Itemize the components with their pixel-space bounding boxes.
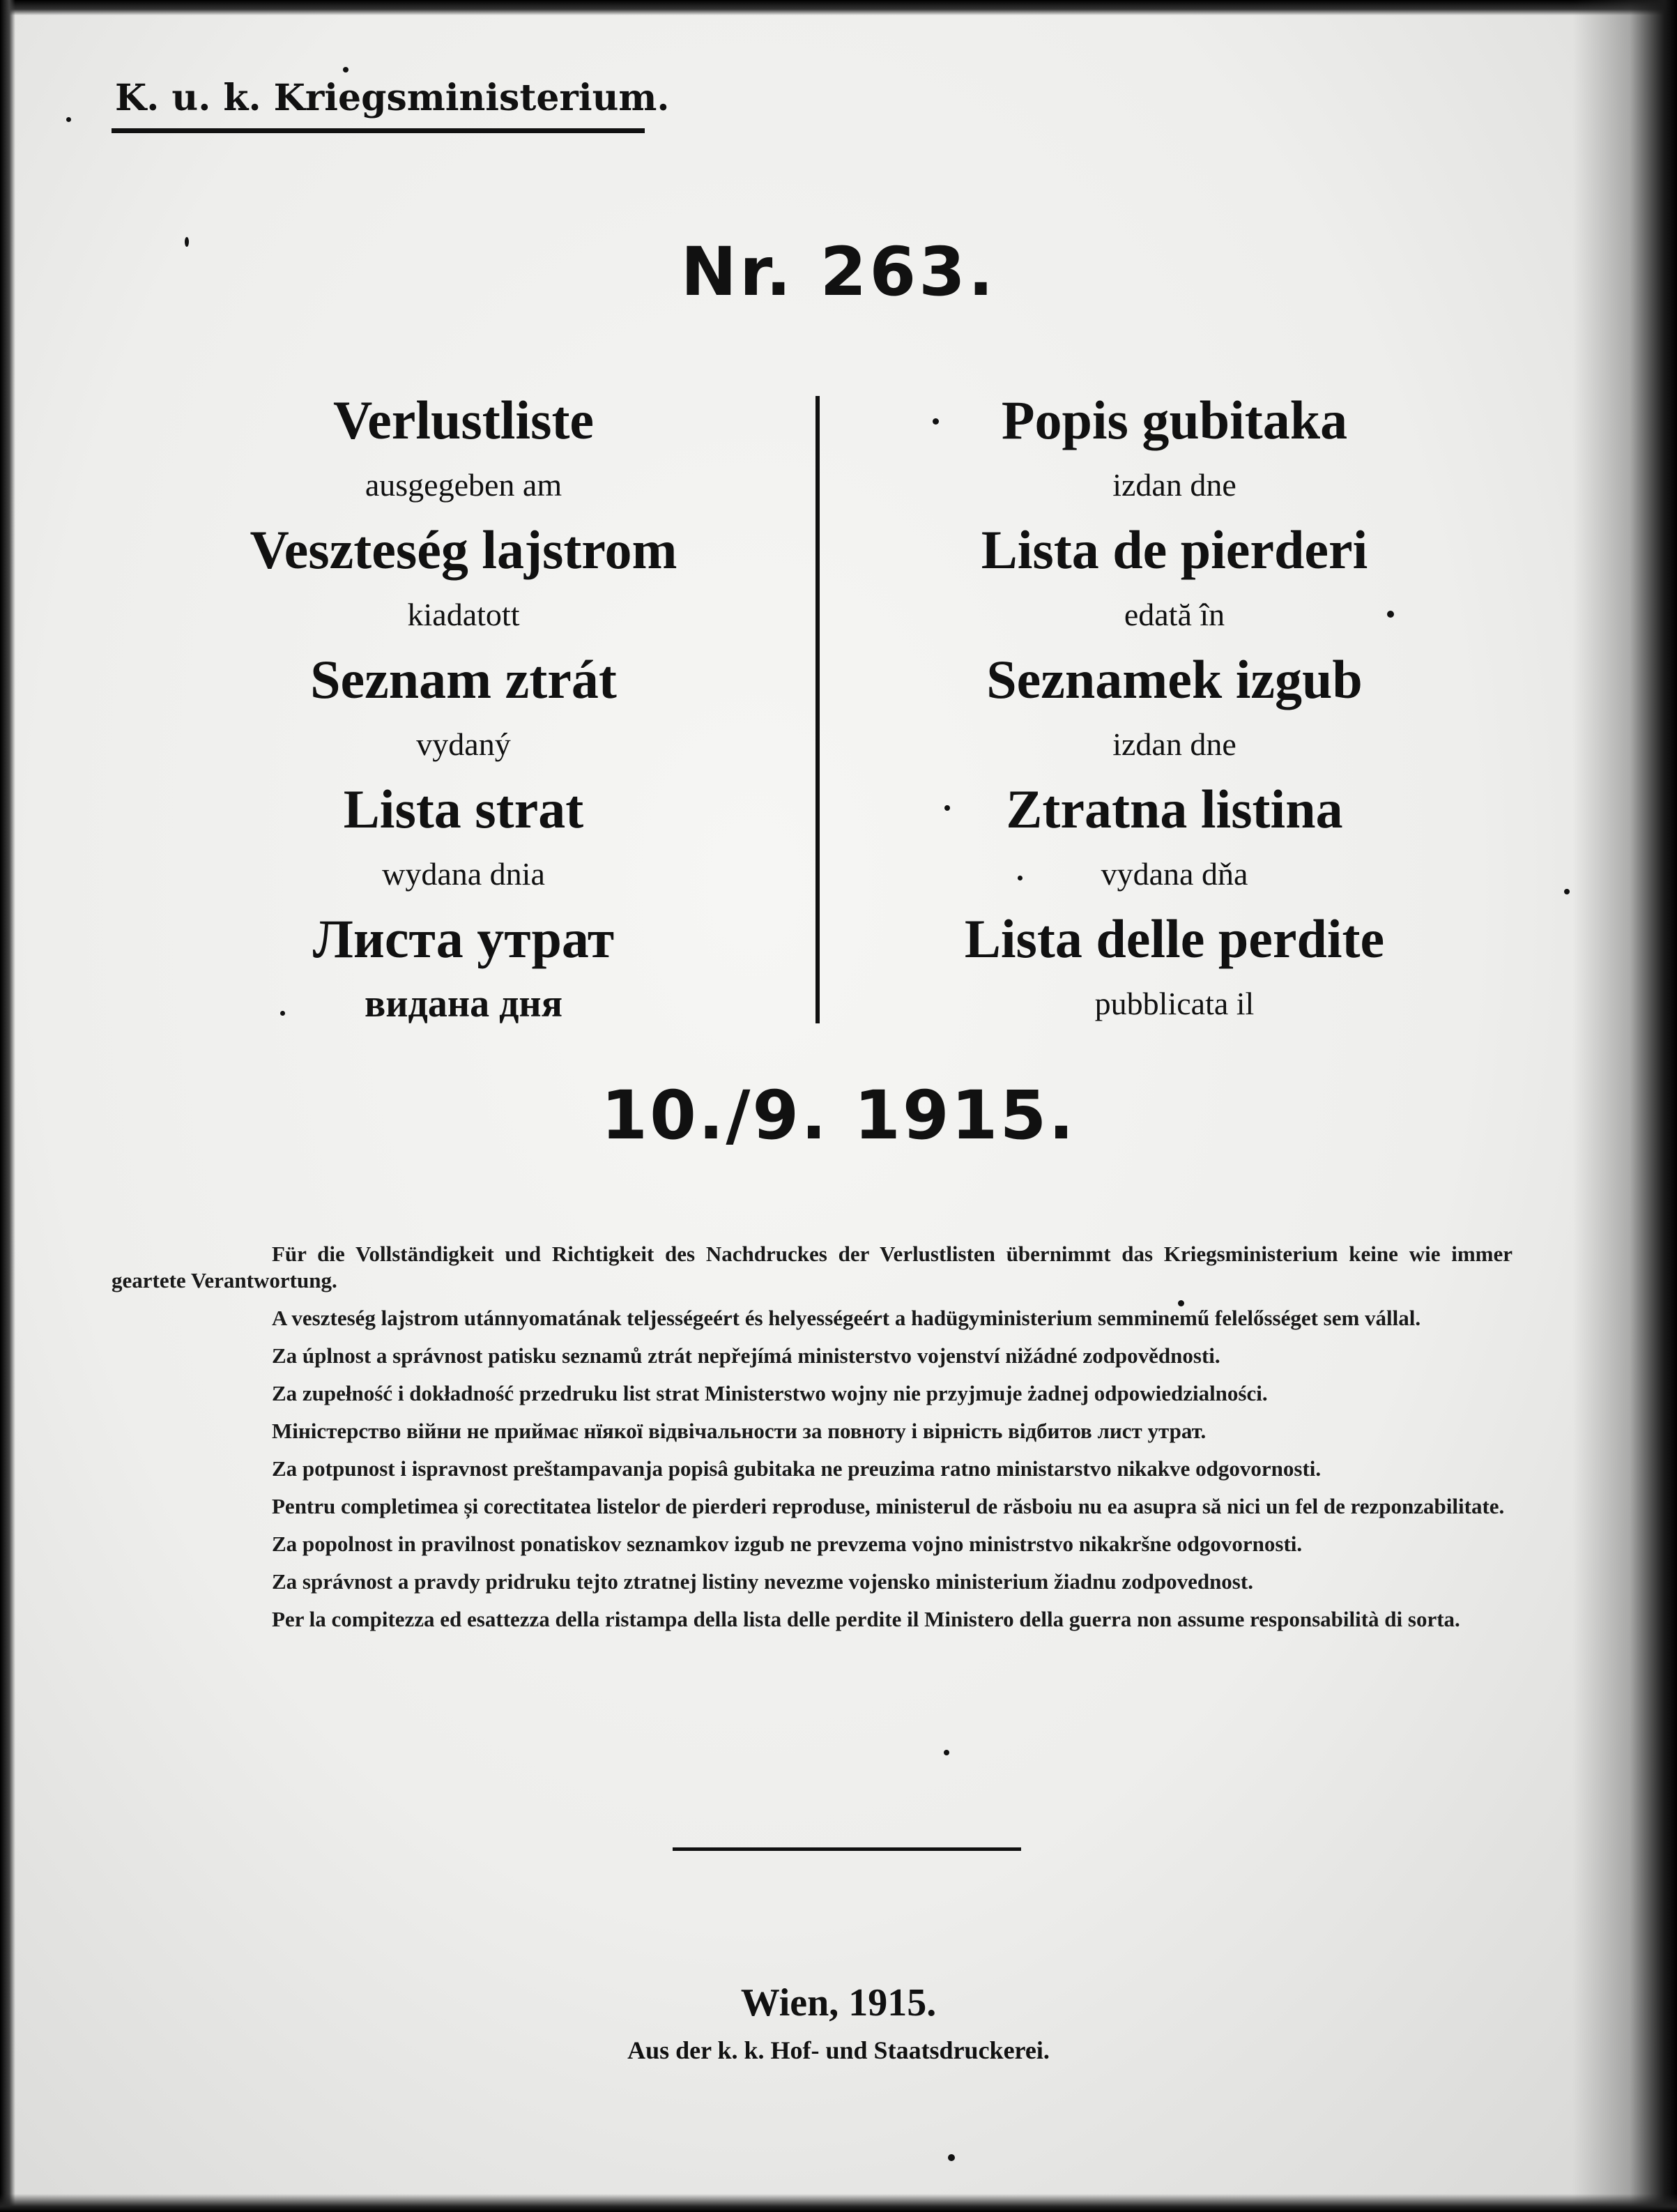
ministry-underline [112,128,645,133]
title-slovak: Ztratna listina [1006,779,1343,839]
disclaimer-hungarian: A veszteség lajstrom utánnyomatának teljességeért és helyességeért a hadügyministerium semminemű felelősséget sem vállal. [272,1306,1421,1330]
disclaimer-czech: Za úplnost a správnost patisku seznamů ztrát nepřejímá ministerstvo vojenství nižádné zodpovědnosti. [272,1343,1220,1368]
subtitle-slovak: vydana dňa [1101,856,1248,892]
disclaimer-slovenian: Za popolnost in pravilnost ponatiskov seznamkov izgub ne prevzema vojno ministrstvo nikakršne odgovornosti. [272,1532,1303,1556]
scan-edge-bottom [0,2194,1677,2212]
title-romanian: Lista de pierderi [981,519,1368,580]
subtitle-croatian: izdan dne [1112,467,1236,503]
speck [944,1750,949,1755]
issue-number: Nr. 263. [680,233,997,311]
title-column-left [115,387,812,1035]
subtitle-romanian: edată în [1124,597,1225,632]
title-italian: Lista delle perdite [964,908,1385,969]
subtitle-slovenian: izdan dne [1112,726,1236,762]
footer-divider [673,1847,1021,1851]
title-column-right [826,387,1523,1035]
title-croatian: Popis gubitaka [1001,390,1348,450]
title-polish: Lista strat [343,779,584,839]
scan-edge-top [0,0,1677,15]
disclaimer-ukrainian: Міністерство війни не приймає нїякої відвічальности за повноту і вірність відбитов лист утрат. [272,1419,1207,1443]
subtitle-hungarian: kiadatott [407,597,520,632]
disclaimer-romanian: Pentru completimea și corectitatea listelor de pierderi reproduse, ministerul de răsboiu nu ea asupra să nici un fel de rezponzabilitate. [272,1494,1505,1518]
disclaimer-polish: Za zupełność i dokładność przedruku list strat Ministerstwo wojny nie przyjmuje żadnej odpowiedzialności. [272,1381,1268,1405]
disclaimer-block [112,1241,1513,1644]
speck [343,67,349,73]
imprint-place-year: Wien, 1915. [740,1981,937,2024]
subtitle-italian: pubblicata il [1094,986,1255,1021]
disclaimer-german: Für die Vollständigkeit und Richtigkeit des Nachdruckes der Verlustlisten übernimmt das Kriegsministerium keine wie immer geartete Verantwortung. [112,1242,1513,1292]
disclaimer-croatian: Za potpunost i ispravnost preštampavanja popisâ gubitaka ne preuzima ratno ministarstvo nikakve odgovornosti. [272,1456,1322,1481]
column-divider [815,396,820,1023]
title-ukrainian: Листа утрат [312,908,615,969]
subtitle-polish: wydana dnia [382,856,545,892]
subtitle-czech: vydaný [416,726,511,762]
title-german: Verlustliste [332,390,595,450]
speck [948,2154,955,2161]
subtitle-german: ausgegeben am [365,467,562,503]
imprint-printer: Aus der k. k. Hof- und Staatsdruckerei. [627,2036,1050,2064]
speck [66,117,71,122]
title-hungarian: Veszteség lajstrom [250,519,677,580]
title-slovenian: Seznamek izgub [986,649,1363,710]
subtitle-ukrainian: видана дня [365,982,562,1025]
disclaimer-italian: Per la compitezza ed esattezza della ristampa della lista delle perdite il Ministero della guerra non assume responsabilità di sorta. [272,1607,1460,1631]
ministry-header: K. u. k. Kriegsministerium. [115,77,670,119]
publication-date: 10./9. 1915. [601,1076,1076,1154]
speck [1564,889,1570,894]
disclaimer-slovak: Za správnost a pravdy pridruku tejto ztratnej listiny nevezme vojensko ministerium žiadnu zodpovednost. [272,1569,1253,1594]
title-czech: Seznam ztrát [310,649,617,710]
